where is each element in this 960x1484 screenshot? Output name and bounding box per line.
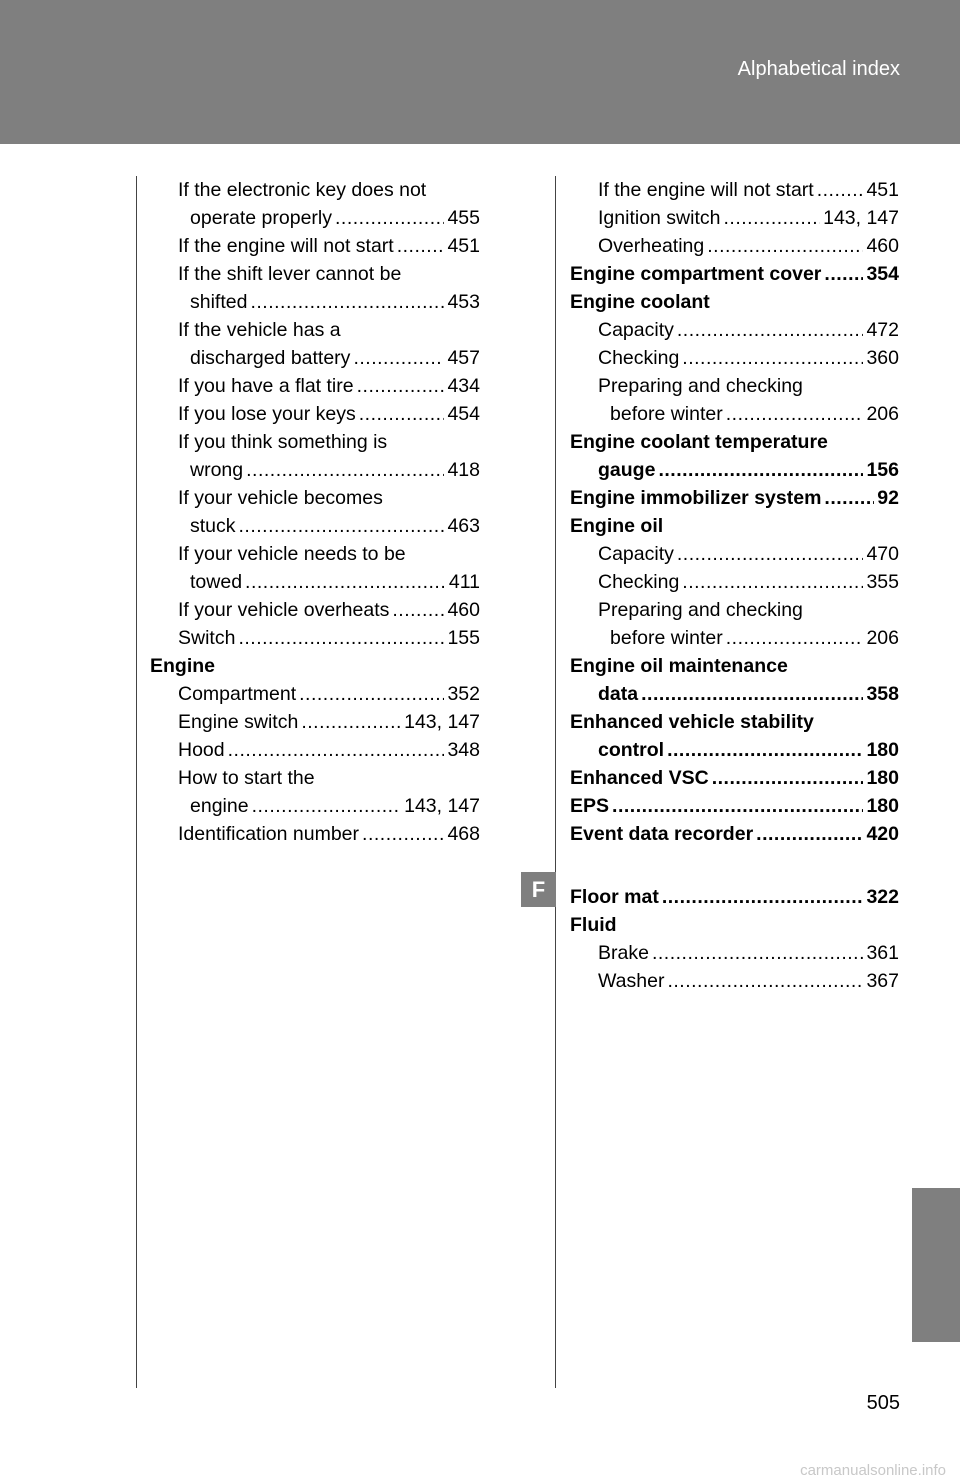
entry-text: Switch	[178, 627, 236, 649]
index-subentry	[150, 176, 480, 232]
entry-text: How to start the	[178, 767, 315, 789]
index-subentry	[570, 344, 899, 372]
entry-text: Ignition switch	[598, 207, 721, 229]
page-ref[interactable]: 206	[866, 403, 899, 425]
dot-leader	[250, 288, 444, 316]
entry-text: operate properly	[190, 207, 333, 229]
page-ref[interactable]: 367	[866, 970, 899, 992]
page-ref[interactable]: 451	[447, 235, 480, 257]
index-subentry	[150, 624, 480, 652]
page-ref[interactable]: 358	[866, 683, 899, 705]
index-subentry	[570, 596, 899, 652]
entry-text: Engine compartment cover	[570, 263, 822, 285]
entry-text: Capacity	[598, 319, 674, 341]
page-ref[interactable]: 180	[866, 739, 899, 761]
page-ref[interactable]: 143, 147	[823, 207, 899, 229]
entry-text: engine	[190, 795, 249, 817]
page-ref[interactable]: 434	[447, 375, 480, 397]
page-ref[interactable]: 322	[866, 886, 899, 908]
index-subentry	[150, 736, 480, 764]
index-subentry	[570, 176, 899, 204]
page-header	[0, 0, 960, 144]
page-ref[interactable]: 455	[447, 207, 480, 229]
watermark: carmanualsonline.info	[800, 1462, 946, 1479]
index-subentry	[570, 939, 899, 967]
dot-leader	[677, 540, 864, 568]
entry-text: EPS	[570, 795, 610, 817]
page-ref[interactable]: 143, 147	[404, 711, 480, 733]
dot-leader	[667, 736, 863, 764]
index-subentry	[150, 428, 480, 484]
entry-text: If the electronic key does not	[178, 179, 427, 201]
index-entry	[570, 911, 899, 939]
page-ref[interactable]: 457	[447, 347, 480, 369]
index-subentry	[570, 540, 899, 568]
entry-text: shifted	[190, 291, 248, 313]
dot-leader	[335, 204, 444, 232]
page-ref[interactable]: 463	[447, 515, 480, 537]
dot-leader	[353, 344, 444, 372]
page-ref[interactable]: 472	[866, 319, 899, 341]
column-divider-right	[555, 176, 556, 1388]
index-subentry	[150, 484, 480, 540]
page-ref[interactable]: 206	[866, 627, 899, 649]
dot-leader	[239, 512, 445, 540]
index-subentry	[150, 540, 480, 596]
entry-text: If you lose your keys	[178, 403, 356, 425]
index-entry	[570, 708, 899, 764]
dot-leader	[245, 568, 446, 596]
entry-text: Washer	[598, 970, 665, 992]
dot-leader	[756, 820, 863, 848]
page-ref[interactable]: 361	[866, 942, 899, 964]
index-entry	[570, 428, 899, 484]
dot-leader	[817, 176, 864, 204]
dot-leader	[723, 204, 820, 232]
column-divider-left	[136, 176, 137, 1388]
index-subentry	[570, 568, 899, 596]
dot-leader	[712, 764, 864, 792]
entry-text: before winter	[610, 403, 723, 425]
index-subentry	[150, 260, 480, 316]
page-ref[interactable]: 92	[877, 487, 899, 509]
dot-leader	[397, 232, 445, 260]
entry-text: If you think something is	[178, 431, 388, 453]
dot-leader	[824, 260, 863, 288]
entry-text: If your vehicle overheats	[178, 599, 390, 621]
entry-text: before winter	[610, 627, 723, 649]
entry-text: Engine	[150, 655, 216, 677]
page-ref[interactable]: 143, 147	[404, 795, 480, 817]
page-ref[interactable]: 454	[447, 403, 480, 425]
entry-text: Overheating	[598, 235, 705, 257]
entry-text: Checking	[598, 347, 680, 369]
dot-leader	[682, 568, 863, 596]
entry-text: Preparing and checking	[598, 375, 803, 397]
dot-leader	[667, 967, 863, 995]
index-subentry	[570, 967, 899, 995]
page-ref[interactable]: 155	[447, 627, 480, 649]
page-ref[interactable]: 360	[866, 347, 899, 369]
index-subentry	[150, 820, 480, 848]
index-subentry	[150, 400, 480, 428]
index-entry	[570, 260, 899, 288]
entry-text: stuck	[190, 515, 236, 537]
header-title: Alphabetical index	[737, 58, 900, 80]
entry-text: Event data recorder	[570, 823, 754, 845]
dot-leader	[682, 344, 863, 372]
entry-text: discharged battery	[190, 347, 351, 369]
index-subentry	[150, 764, 480, 820]
index-column-right	[570, 176, 899, 995]
entry-text: Engine coolant	[570, 291, 710, 313]
dot-leader	[824, 484, 874, 512]
entry-text: Enhanced vehicle stability	[570, 711, 814, 733]
index-entry	[150, 652, 480, 680]
entry-text: If your vehicle needs to be	[178, 543, 406, 565]
index-subentry	[570, 232, 899, 260]
entry-text: Floor mat	[570, 886, 659, 908]
page-number: 505	[866, 1392, 900, 1414]
entry-text: Hood	[178, 739, 225, 761]
page-ref[interactable]: 352	[447, 683, 480, 705]
page-ref[interactable]: 348	[447, 739, 480, 761]
entry-text: Engine coolant temperature	[570, 431, 828, 453]
section-gap	[570, 848, 899, 883]
dot-leader	[677, 316, 864, 344]
index-subentry	[150, 372, 480, 400]
entry-text: Brake	[598, 942, 649, 964]
index-subentry	[570, 372, 899, 428]
index-entry	[570, 764, 899, 792]
entry-text: Preparing and checking	[598, 599, 803, 621]
entry-text: control	[598, 739, 665, 761]
index-subentry	[570, 204, 899, 232]
index-subentry	[150, 316, 480, 372]
page-ref[interactable]: 460	[447, 599, 480, 621]
index-subentry	[570, 316, 899, 344]
entry-text: If the engine will not start	[178, 235, 394, 257]
index-entry	[570, 484, 899, 512]
dot-leader	[357, 372, 445, 400]
page-ref[interactable]: 355	[866, 571, 899, 593]
entry-text: Compartment	[178, 683, 297, 705]
dot-leader	[238, 624, 444, 652]
page-ref[interactable]: 180	[866, 767, 899, 789]
dot-leader	[252, 792, 402, 820]
index-entry	[570, 288, 899, 316]
dot-leader	[726, 624, 864, 652]
dot-leader	[228, 736, 445, 764]
page-ref[interactable]: 470	[866, 543, 899, 565]
dot-leader	[707, 232, 863, 260]
page-ref[interactable]: 180	[866, 795, 899, 817]
index-column-left	[150, 176, 480, 848]
entry-text: wrong	[190, 459, 244, 481]
dot-leader	[662, 883, 864, 911]
entry-text: gauge	[598, 459, 656, 481]
dot-leader	[641, 680, 863, 708]
index-entry	[570, 512, 899, 540]
entry-text: If the vehicle has a	[178, 319, 341, 341]
entry-text: Enhanced VSC	[570, 767, 709, 789]
section-letter-tab: F	[521, 872, 556, 907]
page-ref[interactable]: 411	[448, 571, 480, 593]
dot-leader	[362, 820, 444, 848]
entry-text: Fluid	[570, 914, 617, 936]
index-entry	[570, 883, 899, 911]
entry-text: Engine immobilizer system	[570, 487, 822, 509]
dot-leader	[652, 939, 864, 967]
entry-text: Identification number	[178, 823, 360, 845]
dot-leader	[299, 680, 444, 708]
dot-leader	[612, 792, 863, 820]
page-ref[interactable]: 418	[447, 459, 480, 481]
page-ref[interactable]: 460	[866, 235, 899, 257]
page-ref[interactable]: 453	[447, 291, 480, 313]
entry-text: data	[598, 683, 639, 705]
dot-leader	[359, 400, 445, 428]
dot-leader	[246, 456, 444, 484]
page-ref[interactable]: 354	[866, 263, 899, 285]
index-entry	[570, 792, 899, 820]
entry-text: towed	[190, 571, 243, 593]
section-side-tab	[912, 1188, 960, 1342]
entry-text: Engine oil	[570, 515, 664, 537]
entry-text: Engine oil maintenance	[570, 655, 788, 677]
page-ref[interactable]: 156	[866, 459, 899, 481]
page-ref[interactable]: 420	[866, 823, 899, 845]
page-ref[interactable]: 468	[447, 823, 480, 845]
dot-leader	[658, 456, 863, 484]
entry-text: Engine switch	[178, 711, 299, 733]
index-subentry	[150, 596, 480, 624]
entry-text: If your vehicle becomes	[178, 487, 383, 509]
index-entry	[570, 820, 899, 848]
index-subentry	[150, 680, 480, 708]
entry-text: Checking	[598, 571, 680, 593]
entry-text: If the engine will not start	[598, 179, 814, 201]
entry-text: If the shift lever cannot be	[178, 263, 402, 285]
entry-text: If you have a flat tire	[178, 375, 354, 397]
dot-leader	[726, 400, 864, 428]
index-subentry	[150, 708, 480, 736]
dot-leader	[301, 708, 401, 736]
index-entry	[570, 652, 899, 708]
entry-text: Capacity	[598, 543, 674, 565]
page-ref[interactable]: 451	[866, 179, 899, 201]
index-subentry	[150, 232, 480, 260]
dot-leader	[392, 596, 444, 624]
